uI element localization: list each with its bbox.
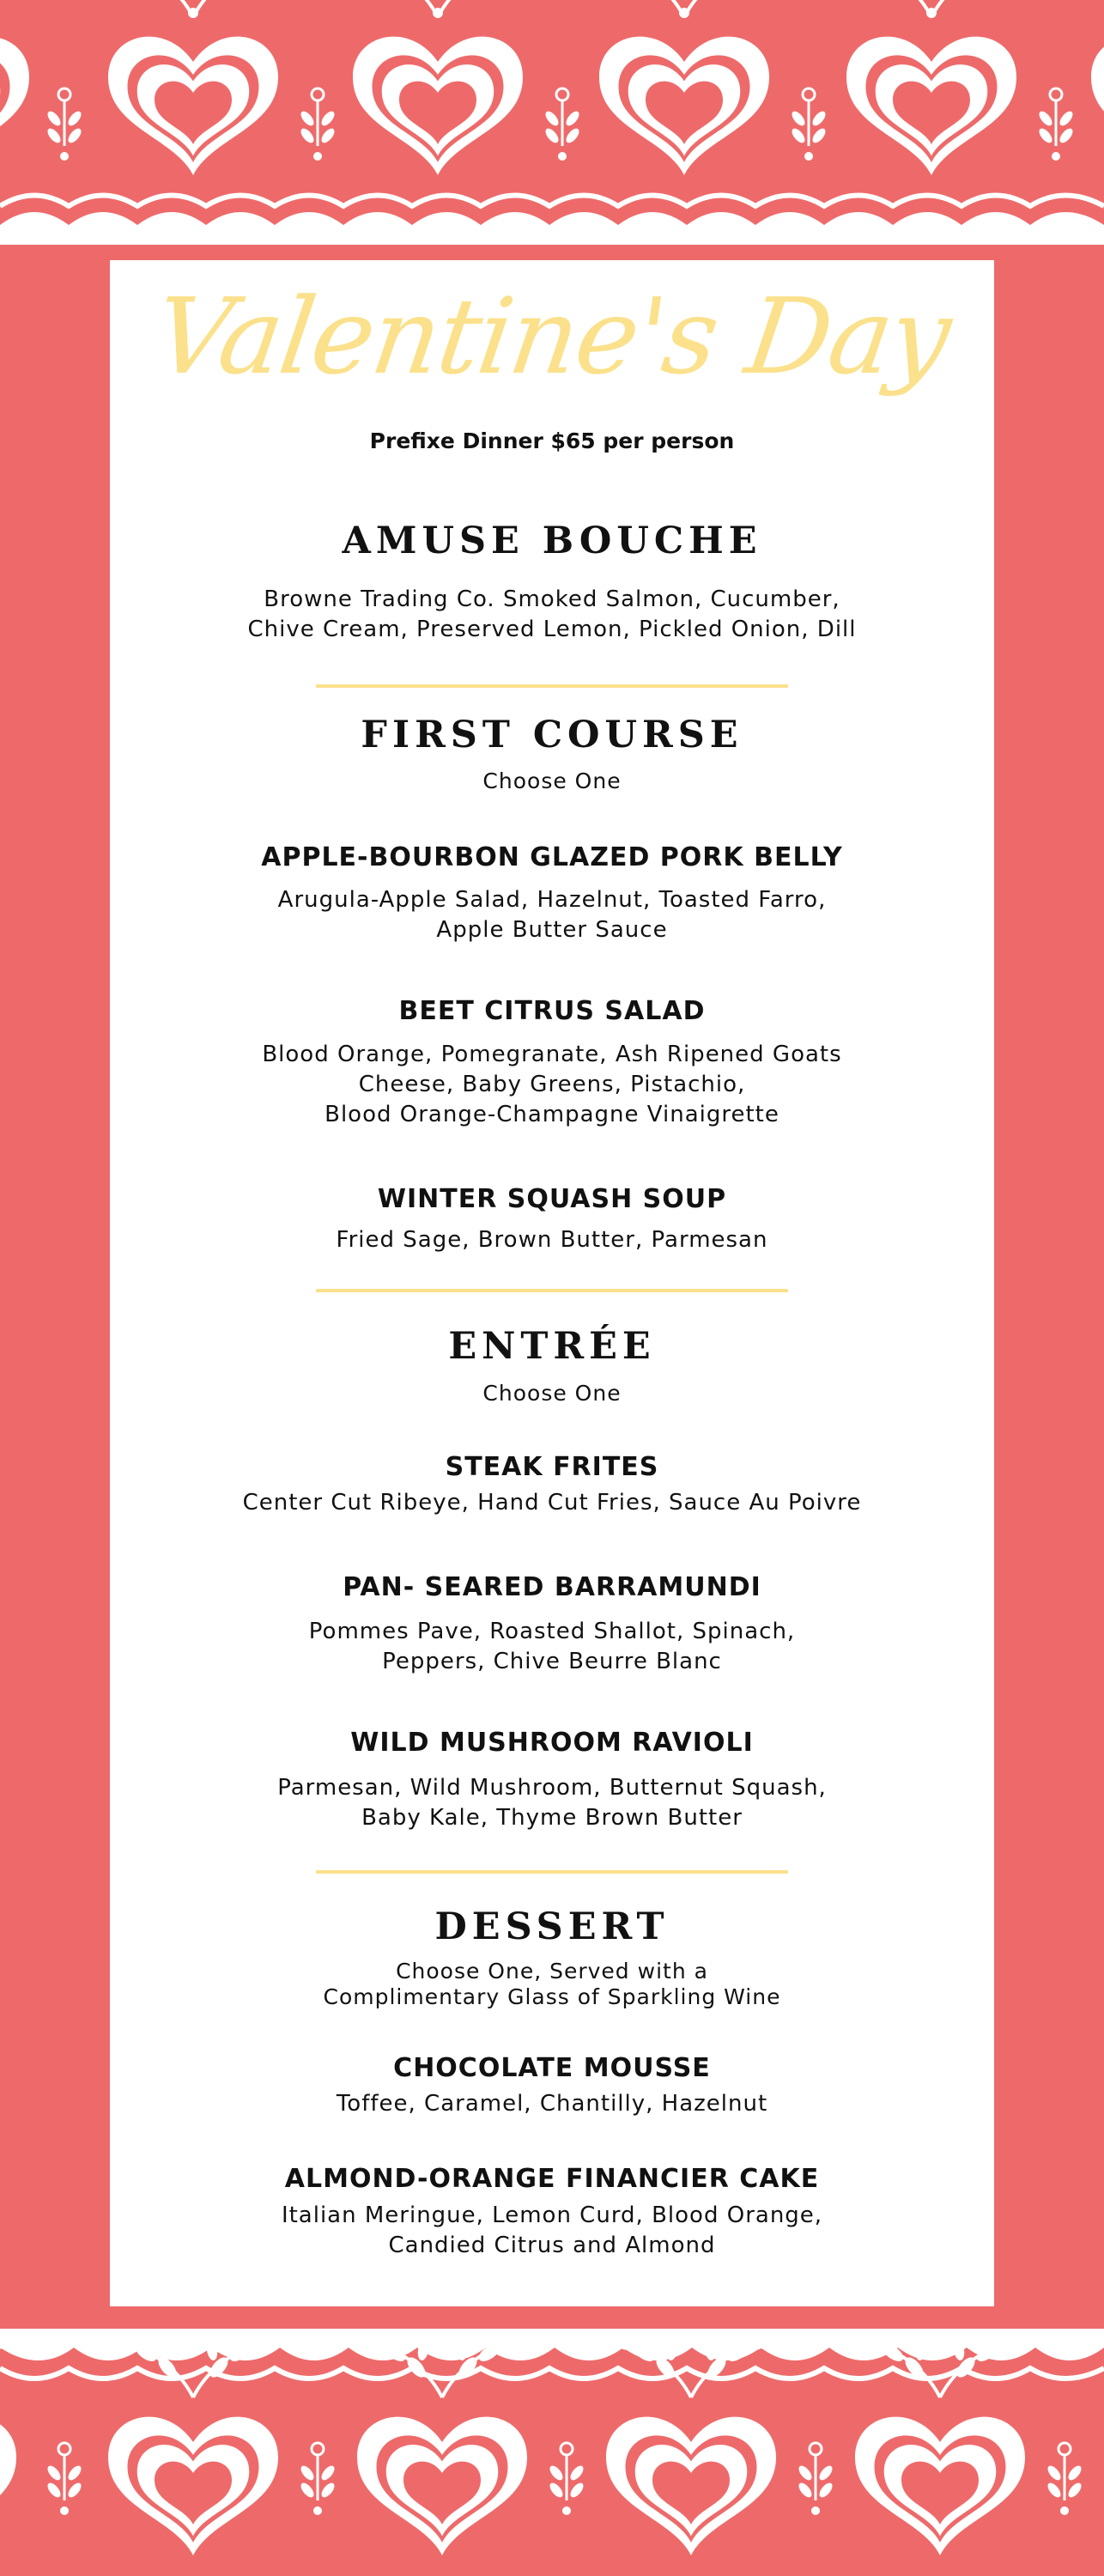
section-title-dessert: DESSERT bbox=[434, 1905, 670, 1948]
dish-description: Blood Orange, Pomegranate, Ash Ripened Goats Cheese, Baby Greens, Pistachio, Blood Orange-Champagne Vinaigrette bbox=[262, 1042, 842, 1127]
entree-note: Choose One bbox=[482, 1381, 622, 1406]
dish-name: APPLE-BOURBON GLAZED PORK BELLY bbox=[261, 842, 843, 872]
menu-title: Valentine's Day bbox=[147, 276, 957, 398]
section-divider bbox=[316, 1870, 788, 1874]
section-title-amuse-bouche: AMUSE BOUCHE bbox=[342, 519, 762, 562]
section-title-first-course: FIRST COURSE bbox=[361, 714, 743, 756]
dish-description: Italian Meringue, Lemon Curd, Blood Orange, Candied Citrus and Almond bbox=[281, 2202, 823, 2258]
dish-description: Arugula-Apple Salad, Hazelnut, Toasted Farro, Apple Butter Sauce bbox=[277, 887, 827, 943]
top-heart-border bbox=[0, 0, 1104, 245]
dish-description: Fried Sage, Brown Butter, Parmesan bbox=[336, 1227, 768, 1253]
first-course-note: Choose One bbox=[482, 769, 622, 793]
bottom-heart-border bbox=[0, 2329, 1104, 2576]
amuse-bouche-description: Browne Trading Co. Smoked Salmon, Cucumber, Chive Cream, Preserved Lemon, Pickled Onion, Dill bbox=[247, 586, 857, 642]
dish-name: WINTER SQUASH SOUP bbox=[377, 1184, 727, 1214]
dish-description: Toffee, Caramel, Chantilly, Hazelnut bbox=[336, 2091, 768, 2117]
menu-card bbox=[110, 260, 994, 2306]
menu-subtitle: Prefixe Dinner $65 per person bbox=[369, 428, 735, 453]
section-title-entree: ENTRÉE bbox=[448, 1325, 656, 1368]
section-divider bbox=[316, 1289, 788, 1292]
dish-description: Parmesan, Wild Mushroom, Butternut Squash, Baby Kale, Thyme Brown Butter bbox=[277, 1775, 827, 1831]
dish-name: ALMOND-ORANGE FINANCIER CAKE bbox=[284, 2164, 820, 2194]
dish-name: STEAK FRITES bbox=[445, 1452, 659, 1482]
dish-description: Pommes Pave, Roasted Shallot, Spinach, Peppers, Chive Beurre Blanc bbox=[308, 1619, 796, 1674]
dish-name: CHOCOLATE MOUSSE bbox=[393, 2053, 711, 2083]
section-divider bbox=[316, 684, 788, 688]
dessert-note: Choose One, Served with a Complimentary Glass of Sparkling Wine bbox=[323, 1959, 781, 2009]
dish-name: BEET CITRUS SALAD bbox=[398, 996, 706, 1026]
dish-name: PAN- SEARED BARRAMUNDI bbox=[343, 1572, 761, 1602]
dish-name: WILD MUSHROOM RAVIOLI bbox=[350, 1728, 754, 1758]
dish-description: Center Cut Ribeye, Hand Cut Fries, Sauce Au Poivre bbox=[242, 1490, 862, 1516]
